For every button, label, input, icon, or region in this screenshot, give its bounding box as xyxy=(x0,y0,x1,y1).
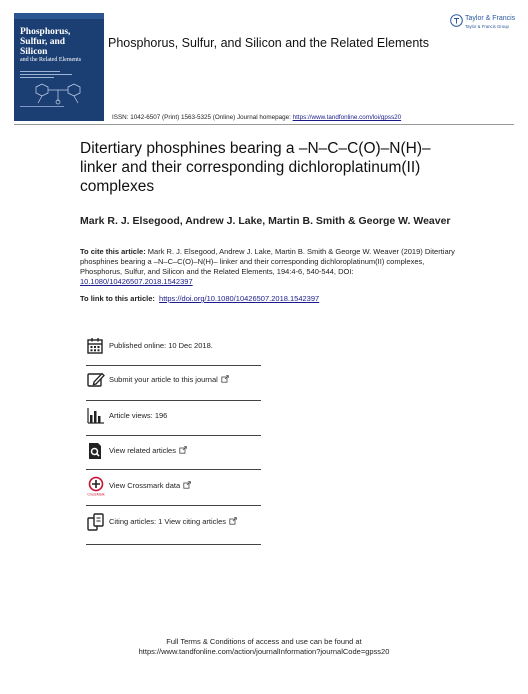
cover-text-line xyxy=(20,74,72,75)
citing-articles-link[interactable] xyxy=(109,517,237,526)
crossmark-caption: CrossMark xyxy=(87,492,105,496)
terms-footer xyxy=(0,637,528,657)
cover-subtitle: and the Related Elements xyxy=(20,57,82,63)
article-title: Ditertiary phosphines bearing a –N–C–C(O)–N(H)– linker and their corresponding dichloroplatinum(II) complexes xyxy=(80,140,431,195)
cover-footer-line xyxy=(20,106,64,115)
published-online-label: Published online: 10 Dec 2018. xyxy=(109,341,213,350)
published-online-row xyxy=(86,336,261,372)
cover-title-line: Silicon xyxy=(20,47,48,57)
journal-title[interactable]: Phosphorus, Sulfur, and Silicon and the Related Elements xyxy=(108,36,430,50)
crossmark-label: View Crossmark data xyxy=(109,481,181,490)
taylor-francis-emblem-icon xyxy=(450,14,463,27)
submit-article-label: Submit your article to this journal xyxy=(109,375,218,384)
cover-top-strip xyxy=(14,13,104,19)
cite-label: To cite this article: xyxy=(80,247,146,256)
citation-block xyxy=(80,247,460,287)
external-link-icon xyxy=(229,517,237,525)
taylor-francis-logo xyxy=(450,14,514,36)
journal-homepage-link[interactable]: https://www.tandfonline.com/loi/gpss20 xyxy=(292,114,402,121)
cover-text-line xyxy=(20,77,54,78)
article-views-row xyxy=(86,406,261,442)
article-link-line xyxy=(80,294,319,303)
metrics-divider xyxy=(86,365,261,366)
article-authors: Mark R. J. Elsegood, Andrew J. Lake, Martin B. Smith & George W. Weaver xyxy=(80,215,451,227)
metrics-divider xyxy=(86,400,261,401)
header-divider xyxy=(14,124,514,125)
related-articles-row[interactable] xyxy=(86,441,261,477)
metrics-divider xyxy=(86,435,261,436)
related-articles-link[interactable] xyxy=(109,446,187,455)
cover-title-line: Phosphorus, xyxy=(20,27,71,37)
related-articles-label: View related articles xyxy=(109,446,176,455)
article-views-label: Article views: 196 xyxy=(109,411,168,420)
doi-link[interactable]: 10.1080/10426507.2018.1542397 xyxy=(80,277,193,286)
cover-molecule-diagram xyxy=(28,81,92,107)
bar-chart-icon xyxy=(86,406,106,426)
article-doi-url[interactable]: https://doi.org/10.1080/10426507.2018.1542397 xyxy=(159,294,320,303)
issn-line xyxy=(112,114,401,121)
submit-article-link[interactable] xyxy=(109,375,229,384)
citing-articles-icon xyxy=(86,512,106,532)
metrics-divider xyxy=(86,469,261,470)
metrics-divider xyxy=(86,505,261,506)
calendar-icon xyxy=(86,336,106,356)
search-doc-icon xyxy=(86,441,106,461)
citing-articles-label: Citing articles: 1 View citing articles xyxy=(109,517,226,526)
cover-text-line xyxy=(20,71,60,72)
external-link-icon xyxy=(221,375,229,383)
publisher-group: Taylor & Francis Group xyxy=(465,24,509,29)
citing-articles-row[interactable] xyxy=(86,512,261,548)
publisher-name: Taylor & Francis xyxy=(465,15,516,22)
cover-title xyxy=(20,27,100,64)
external-link-icon xyxy=(179,446,187,454)
crossmark-icon xyxy=(86,476,106,496)
metrics-divider xyxy=(86,544,261,545)
crossmark-row[interactable] xyxy=(86,476,261,512)
journal-cover-image xyxy=(14,13,104,121)
cite-text: Mark R. J. Elsegood, Andrew J. Lake, Martin B. Smith & George W. Weaver (2019) Ditertiary phosphines bearing a –N–C–C(O)–N(H)– linker and their corresponding dichloroplatinum(II) complexes, Phosphorus, Sulfur, and Silicon and the Related Elements, 194:4-6, 540-544, DOI: xyxy=(80,247,455,276)
edit-icon xyxy=(86,370,106,390)
cover-title-line: Sulfur, and xyxy=(20,37,66,47)
issn-text: ISSN: 1042-6507 (Print) 1563-5325 (Online) Journal homepage: xyxy=(112,114,293,121)
crossmark-link[interactable] xyxy=(109,481,191,490)
link-label: To link to this article: xyxy=(80,294,155,303)
external-link-icon xyxy=(183,481,191,489)
footer-url[interactable]: https://www.tandfonline.com/action/journalInformation?journalCode=gpss20 xyxy=(138,647,390,656)
footer-line-1: Full Terms & Conditions of access and use can be found at xyxy=(166,637,362,646)
